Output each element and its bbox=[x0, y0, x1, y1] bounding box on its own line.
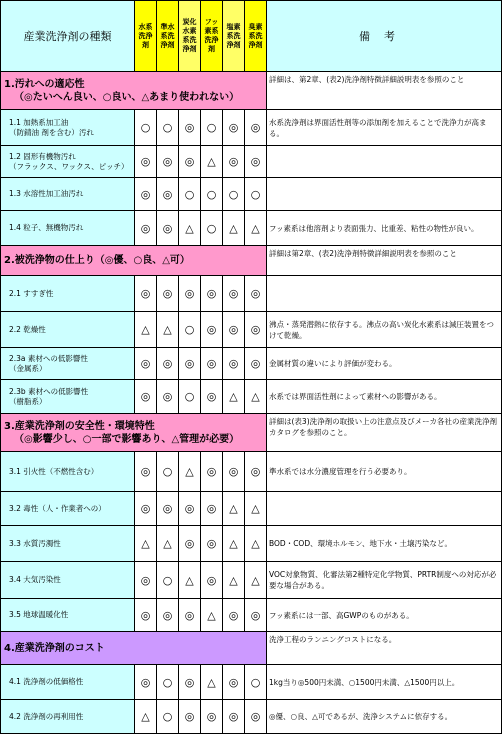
rating-mark: △ bbox=[135, 312, 157, 348]
rating-mark: ◎ bbox=[223, 110, 245, 146]
rating-mark: ◎ bbox=[201, 348, 223, 380]
item-label: 3.5 地球温暖化性 bbox=[1, 599, 135, 632]
section-note: 詳細は第2章、(表2)洗浄剤特徴詳細説明表を参照のこと bbox=[267, 246, 502, 276]
item-label: 3.3 水質汚濁性 bbox=[1, 526, 135, 562]
table-row bbox=[1, 665, 502, 700]
section-subtitle: （◎影響少し、○一部で影響あり、△管理が必要） bbox=[14, 433, 240, 445]
table-row bbox=[1, 146, 502, 178]
rating-mark: △ bbox=[223, 380, 245, 414]
rating-mark: ◎ bbox=[135, 599, 157, 632]
item-note: フッ素系には一部、高GWPのものがある。 bbox=[267, 599, 502, 632]
table-row bbox=[1, 599, 502, 632]
rating-mark: ◎ bbox=[157, 178, 179, 211]
rating-mark: ○ bbox=[157, 562, 179, 599]
section-title bbox=[1, 72, 267, 110]
rating-mark: ◎ bbox=[179, 665, 201, 700]
rating-mark: ◎ bbox=[135, 211, 157, 246]
rating-mark: ◎ bbox=[223, 348, 245, 380]
rating-mark: △ bbox=[201, 146, 223, 178]
section-row bbox=[1, 632, 502, 665]
rating-mark: ◎ bbox=[179, 146, 201, 178]
rating-mark: △ bbox=[223, 211, 245, 246]
rating-mark: ◎ bbox=[223, 665, 245, 700]
header-row bbox=[1, 1, 502, 72]
rating-mark: ○ bbox=[157, 700, 179, 734]
rating-mark: ◎ bbox=[179, 599, 201, 632]
rating-mark: △ bbox=[179, 562, 201, 599]
column-header-semi-aqueous: 準水系洗浄剤 bbox=[157, 1, 179, 72]
rating-mark: ◎ bbox=[223, 452, 245, 492]
rating-mark: △ bbox=[223, 492, 245, 526]
table-row bbox=[1, 276, 502, 312]
item-label: 1.4 粒子、無機物汚れ bbox=[1, 211, 135, 246]
rating-mark: ◎ bbox=[135, 492, 157, 526]
rating-mark: ◎ bbox=[201, 562, 223, 599]
rating-mark: ◎ bbox=[245, 146, 267, 178]
rating-mark: ○ bbox=[245, 178, 267, 211]
item-note bbox=[267, 492, 502, 526]
item-note: フッ素系は他溶剤より表面張力、比重差、粘性の物性が良い。 bbox=[267, 211, 502, 246]
rating-mark: ◎ bbox=[135, 348, 157, 380]
rating-mark: △ bbox=[135, 526, 157, 562]
item-label: 4.1 洗浄剤の低価格性 bbox=[1, 665, 135, 700]
table-row bbox=[1, 348, 502, 380]
rating-mark: ○ bbox=[157, 452, 179, 492]
item-label: 3.4 大気汚染性 bbox=[1, 562, 135, 599]
rating-mark: ○ bbox=[245, 665, 267, 700]
item-note: ◎優、○良、△可であるが、洗浄システムに依存する。 bbox=[267, 700, 502, 734]
item-label: 3.2 毒性（人・作業者への） bbox=[1, 492, 135, 526]
table-row bbox=[1, 312, 502, 348]
rating-mark: ○ bbox=[157, 110, 179, 146]
section-note: 詳細は、第2章、(表2)洗浄剤特徴詳細説明表を参照のこと bbox=[267, 72, 502, 110]
rating-mark: △ bbox=[201, 599, 223, 632]
column-header-chlorine: 塩素系洗浄剤 bbox=[223, 1, 245, 72]
rating-mark: ◎ bbox=[201, 492, 223, 526]
item-note: 水系洗浄剤は界面活性剤等の添加剤を加えることで洗浄力が高まる。 bbox=[267, 110, 502, 146]
column-header-bromine: 臭素系洗浄剤 bbox=[245, 1, 267, 72]
rating-mark: △ bbox=[245, 526, 267, 562]
rating-mark: ◎ bbox=[179, 110, 201, 146]
rating-mark: △ bbox=[157, 526, 179, 562]
section-title-text: 3.産業洗浄剤の安全性・環境特性 bbox=[4, 420, 155, 432]
section-title bbox=[1, 246, 267, 276]
rating-mark: ◎ bbox=[135, 276, 157, 312]
section-row bbox=[1, 72, 502, 110]
column-header-aqueous: 水系洗浄剤 bbox=[135, 1, 157, 72]
rating-mark: ◎ bbox=[223, 700, 245, 734]
item-note: 1kg当り◎500円未満、○1500円未満、△1500円以上。 bbox=[267, 665, 502, 700]
rating-mark: △ bbox=[245, 562, 267, 599]
rating-mark: ○ bbox=[201, 110, 223, 146]
rating-mark: ◎ bbox=[201, 526, 223, 562]
section-row bbox=[1, 246, 502, 276]
item-note bbox=[267, 276, 502, 312]
item-note bbox=[267, 178, 502, 211]
rating-mark: ◎ bbox=[245, 452, 267, 492]
item-note: 準水系では水分濃度管理を行う必要あり。 bbox=[267, 452, 502, 492]
rating-mark: ○ bbox=[223, 178, 245, 211]
rating-mark: ◎ bbox=[157, 211, 179, 246]
rating-mark: △ bbox=[179, 452, 201, 492]
rating-mark: ◎ bbox=[157, 380, 179, 414]
table-title: 産業洗浄剤の種類 bbox=[1, 1, 135, 72]
rating-mark: △ bbox=[245, 211, 267, 246]
item-label: 4.2 洗浄剤の再利用性 bbox=[1, 700, 135, 734]
rating-mark: ◎ bbox=[135, 665, 157, 700]
rating-mark: △ bbox=[135, 700, 157, 734]
rating-mark: △ bbox=[179, 211, 201, 246]
table-row bbox=[1, 452, 502, 492]
column-header-hydrocarbon: 炭化水素系洗浄剤 bbox=[179, 1, 201, 72]
section-note: 洗浄工程のランニングコストになる。 bbox=[267, 632, 502, 665]
rating-mark: ◎ bbox=[245, 599, 267, 632]
rating-mark: ◎ bbox=[245, 348, 267, 380]
item-label: 2.1 すすぎ性 bbox=[1, 276, 135, 312]
rating-mark: ◎ bbox=[245, 312, 267, 348]
table-row bbox=[1, 562, 502, 599]
item-label: 1.1 加熱系加工油 （防錆油 剤を含む）汚れ bbox=[1, 110, 135, 146]
section-title-text: 4.産業洗浄剤のコスト bbox=[4, 642, 105, 654]
rating-mark: △ bbox=[245, 380, 267, 414]
rating-mark: ◎ bbox=[201, 312, 223, 348]
rating-mark: ◎ bbox=[201, 700, 223, 734]
rating-mark: ○ bbox=[179, 312, 201, 348]
section-title bbox=[1, 414, 267, 452]
item-label: 2.3a 素材への低影響性 （金属系） bbox=[1, 348, 135, 380]
table-row bbox=[1, 526, 502, 562]
column-header-fluorine: フッ素系洗浄剤 bbox=[201, 1, 223, 72]
section-title bbox=[1, 632, 267, 665]
table-row bbox=[1, 492, 502, 526]
item-label: 2.3b 素材への低影響性 （樹脂系） bbox=[1, 380, 135, 414]
section-row bbox=[1, 414, 502, 452]
table-row bbox=[1, 110, 502, 146]
rating-mark: ○ bbox=[201, 178, 223, 211]
item-label: 2.2 乾燥性 bbox=[1, 312, 135, 348]
column-header-remarks: 備考 bbox=[267, 1, 502, 72]
section-subtitle: （◎たいへん良い、○良い、△あまり使われない） bbox=[14, 91, 240, 103]
rating-mark: ◎ bbox=[157, 276, 179, 312]
rating-mark: ◎ bbox=[179, 348, 201, 380]
rating-mark: ◎ bbox=[245, 276, 267, 312]
rating-mark: ○ bbox=[179, 178, 201, 211]
section-note: 詳細は(表3)洗浄剤の取扱い上の注意点及びメーカ各社の産業洗浄剤カタログを参照のこと。 bbox=[267, 414, 502, 452]
item-label: 3.1 引火性（不燃性含む） bbox=[1, 452, 135, 492]
rating-mark: ○ bbox=[157, 665, 179, 700]
rating-mark: ◎ bbox=[135, 562, 157, 599]
rating-mark: ◎ bbox=[157, 492, 179, 526]
item-label: 1.2 固形有機物汚れ （フラックス、ワックス、ピッチ） bbox=[1, 146, 135, 178]
section-title-text: 1.汚れへの適応性 bbox=[4, 78, 85, 90]
item-note bbox=[267, 146, 502, 178]
rating-mark: △ bbox=[223, 562, 245, 599]
rating-mark: ○ bbox=[179, 380, 201, 414]
rating-mark: ◎ bbox=[223, 599, 245, 632]
item-note: 金属材質の違いにより評価が変わる。 bbox=[267, 348, 502, 380]
table-row bbox=[1, 700, 502, 734]
rating-mark: ◎ bbox=[179, 700, 201, 734]
item-note: 水系では界面活性剤によって素材への影響がある。 bbox=[267, 380, 502, 414]
rating-mark: ○ bbox=[135, 110, 157, 146]
rating-mark: △ bbox=[201, 665, 223, 700]
item-label: 1.3 水溶性加工油汚れ bbox=[1, 178, 135, 211]
item-note: VOC対象物質、化審法第2種特定化学物質、PRTR制度への対応が必要な場合がある。 bbox=[267, 562, 502, 599]
item-note: 沸点・蒸発潜熱に依存する。沸点の高い炭化水素系は減圧装置をつけて乾燥。 bbox=[267, 312, 502, 348]
rating-mark: ◎ bbox=[179, 526, 201, 562]
rating-mark: ◎ bbox=[223, 146, 245, 178]
rating-mark: △ bbox=[157, 312, 179, 348]
table-row bbox=[1, 380, 502, 414]
rating-mark: ◎ bbox=[135, 452, 157, 492]
item-note: BOD・COD、環境ホルモン、地下水・土壌汚染など。 bbox=[267, 526, 502, 562]
rating-mark: ◎ bbox=[135, 380, 157, 414]
rating-mark: ◎ bbox=[135, 178, 157, 211]
rating-mark: △ bbox=[223, 526, 245, 562]
rating-mark: ◎ bbox=[223, 276, 245, 312]
rating-mark: ◎ bbox=[223, 312, 245, 348]
rating-mark: ◎ bbox=[157, 348, 179, 380]
rating-mark: ◎ bbox=[179, 492, 201, 526]
section-title-text: 2.被洗浄物の仕上り（◎優、○良、△可） bbox=[4, 255, 190, 266]
rating-mark: ◎ bbox=[201, 380, 223, 414]
rating-mark: ◎ bbox=[157, 599, 179, 632]
rating-mark: ○ bbox=[201, 211, 223, 246]
table-row bbox=[1, 211, 502, 246]
rating-mark: ◎ bbox=[135, 146, 157, 178]
rating-mark: ◎ bbox=[201, 452, 223, 492]
rating-mark: ◎ bbox=[245, 700, 267, 734]
rating-mark: ◎ bbox=[179, 276, 201, 312]
rating-mark: ◎ bbox=[157, 146, 179, 178]
rating-mark: △ bbox=[245, 492, 267, 526]
rating-mark: ◎ bbox=[245, 110, 267, 146]
rating-mark: ◎ bbox=[201, 276, 223, 312]
table-row bbox=[1, 178, 502, 211]
